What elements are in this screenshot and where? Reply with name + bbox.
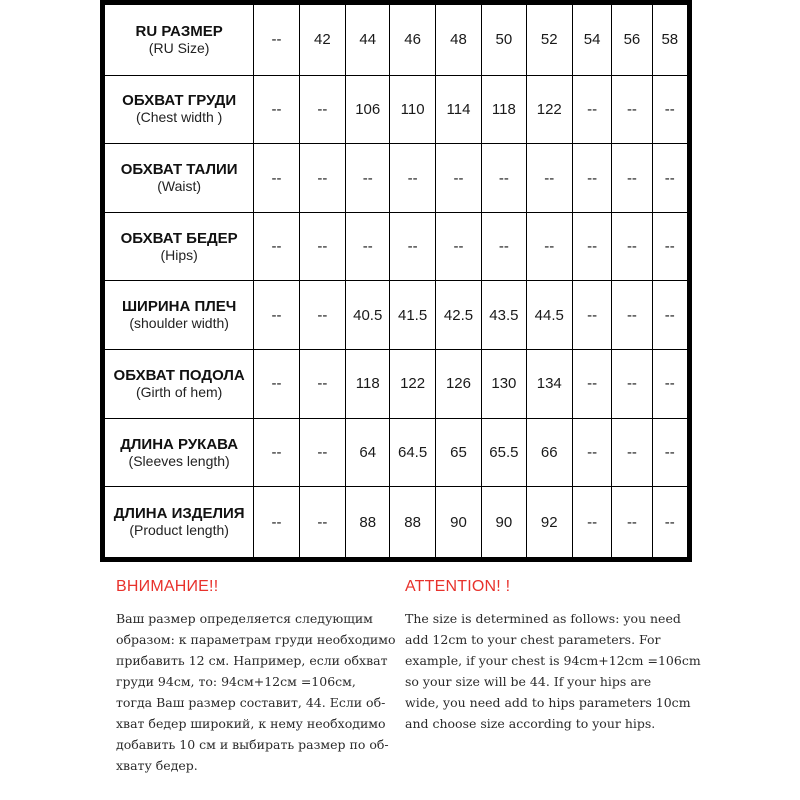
notice-en-line: wide, you need add to hips parameters 10cm <box>405 695 691 710</box>
table-cell: -- <box>612 350 652 419</box>
table-cell: 66 <box>526 418 572 487</box>
table-cell: -- <box>612 418 652 487</box>
table-cell: 43.5 <box>482 281 526 350</box>
table-cell: 44.5 <box>526 281 572 350</box>
table-cell: -- <box>652 75 689 144</box>
row-label <box>103 75 254 144</box>
table-cell: -- <box>346 144 390 213</box>
table-cell: 114 <box>435 75 481 144</box>
row-label-ru: ДЛИНА ИЗДЕЛИЯ <box>113 505 245 523</box>
notice-ru-line: добавить 10 см и выбирать размер по об- <box>116 737 389 752</box>
table-cell: -- <box>299 212 345 281</box>
row-label <box>103 418 254 487</box>
table-cell: -- <box>572 144 611 213</box>
row-label <box>103 3 254 76</box>
row-label-ru: RU РАЗМЕР <box>135 22 223 40</box>
table-cell: 134 <box>526 350 572 419</box>
table-row <box>103 487 690 560</box>
table-cell: -- <box>390 144 435 213</box>
table-cell: 106 <box>346 75 390 144</box>
row-label-ru: ОБХВАТ ТАЛИИ <box>120 161 238 179</box>
table-cell: -- <box>299 144 345 213</box>
table-cell: -- <box>652 350 689 419</box>
table-row <box>103 418 690 487</box>
table-cell: -- <box>652 487 689 560</box>
table-cell: 48 <box>435 3 481 76</box>
table-cell: 42.5 <box>435 281 481 350</box>
row-label-en: (shoulder width) <box>129 315 229 332</box>
notice-ru-line: хвату бедер. <box>116 758 198 773</box>
table-cell: -- <box>299 75 345 144</box>
table-cell: 54 <box>572 3 611 76</box>
table-cell: -- <box>346 212 390 281</box>
row-label-en: (RU Size) <box>148 39 210 56</box>
table-cell: -- <box>254 3 299 76</box>
table-row <box>103 3 690 76</box>
notice-ru-line: Ваш размер определяется следующим <box>116 611 373 626</box>
table-cell: 42 <box>299 3 345 76</box>
table-cell: -- <box>652 212 689 281</box>
table-cell: -- <box>612 75 652 144</box>
table-cell: -- <box>299 281 345 350</box>
table-cell: 65 <box>435 418 481 487</box>
table-cell: -- <box>435 144 481 213</box>
table-cell: 52 <box>526 3 572 76</box>
table-cell: -- <box>254 144 299 213</box>
table-cell: 58 <box>652 3 689 76</box>
table-cell: 110 <box>390 75 435 144</box>
table-cell: 56 <box>612 3 652 76</box>
table-cell: 130 <box>482 350 526 419</box>
table-cell: 64.5 <box>390 418 435 487</box>
table-cell: -- <box>482 212 526 281</box>
table-cell: 41.5 <box>390 281 435 350</box>
table-row <box>103 350 690 419</box>
table-cell: 90 <box>435 487 481 560</box>
row-label-ru: ОБХВАТ ПОДОЛА <box>113 366 245 384</box>
table-cell: -- <box>299 487 345 560</box>
table-cell: -- <box>612 144 652 213</box>
table-row <box>103 281 690 350</box>
table-cell: 92 <box>526 487 572 560</box>
table-cell: -- <box>572 212 611 281</box>
table-cell: -- <box>612 487 652 560</box>
table-cell: 40.5 <box>346 281 390 350</box>
table-cell: -- <box>435 212 481 281</box>
notice-ru-body <box>116 608 396 776</box>
table-cell: 90 <box>482 487 526 560</box>
row-label <box>103 212 254 281</box>
table-cell: -- <box>652 281 689 350</box>
table-cell: -- <box>254 281 299 350</box>
table-cell: 122 <box>390 350 435 419</box>
notice-ru-line: хват бедер широкий, к нему необходимо <box>116 716 386 731</box>
row-label-en: (Girth of hem) <box>135 383 223 400</box>
size-chart-table <box>100 0 692 562</box>
notice-en-line: so your size will be 44. If your hips are <box>405 674 652 689</box>
row-label-en: (Hips) <box>160 246 198 263</box>
notice-ru-title: ВНИМАНИЕ!! <box>116 578 219 595</box>
table-cell: -- <box>572 281 611 350</box>
table-cell: 50 <box>482 3 526 76</box>
table-cell: -- <box>652 144 689 213</box>
table-cell: -- <box>254 350 299 419</box>
table-cell: -- <box>254 212 299 281</box>
notice-ru-line: образом: к параметрам груди необходимо <box>116 632 396 647</box>
row-label <box>103 350 254 419</box>
size-chart-body <box>103 3 690 560</box>
table-cell: -- <box>612 281 652 350</box>
row-label <box>103 487 254 560</box>
row-label <box>103 144 254 213</box>
notice-ru <box>116 578 396 776</box>
table-cell: 88 <box>390 487 435 560</box>
table-cell: -- <box>526 144 572 213</box>
row-label-en: (Chest width ) <box>135 109 223 126</box>
table-cell: 46 <box>390 3 435 76</box>
row-label-ru: ДЛИНА РУКАВА <box>120 435 239 453</box>
notice-en-line: example, if your chest is 94cm+12cm =106cm <box>405 653 701 668</box>
table-cell: -- <box>572 487 611 560</box>
table-cell: -- <box>254 487 299 560</box>
table-cell: -- <box>299 418 345 487</box>
notice-en-line: The size is determined as follows: you need <box>405 611 681 626</box>
table-cell: 88 <box>346 487 390 560</box>
table-cell: -- <box>652 418 689 487</box>
row-label-ru: ШИРИНА ПЛЕЧ <box>121 298 237 316</box>
table-cell: 118 <box>482 75 526 144</box>
row-label-en: (Product length) <box>129 522 229 539</box>
table-row <box>103 75 690 144</box>
table-cell: 44 <box>346 3 390 76</box>
table-cell: 126 <box>435 350 481 419</box>
notice-ru-line: тогда Ваш размер составит, 44. Если об- <box>116 695 386 710</box>
table-cell: -- <box>482 144 526 213</box>
table-cell: -- <box>526 212 572 281</box>
notice-en-line: add 12cm to your chest parameters. For <box>405 632 661 647</box>
row-label-ru: ОБХВАТ ГРУДИ <box>122 92 237 110</box>
notice-en <box>405 578 705 734</box>
row-label-ru: ОБХВАТ БЕДЕР <box>120 229 238 247</box>
table-cell: 65.5 <box>482 418 526 487</box>
table-cell: -- <box>254 75 299 144</box>
table-cell: -- <box>572 75 611 144</box>
table-row <box>103 212 690 281</box>
row-label-en: (Sleeves length) <box>128 452 230 469</box>
table-cell: -- <box>390 212 435 281</box>
table-cell: 122 <box>526 75 572 144</box>
notice-en-title: ATTENTION! ! <box>405 578 511 595</box>
row-label-en: (Waist) <box>157 178 202 195</box>
notice-ru-line: груди 94см, то: 94см+12см =106см, <box>116 674 356 689</box>
table-cell: -- <box>612 212 652 281</box>
notice-en-body <box>405 608 705 734</box>
table-cell: -- <box>299 350 345 419</box>
table-cell: -- <box>572 350 611 419</box>
table-row <box>103 144 690 213</box>
table-cell: 118 <box>346 350 390 419</box>
notice-en-line: and choose size according to your hips. <box>405 716 656 731</box>
table-cell: -- <box>572 418 611 487</box>
row-label <box>103 281 254 350</box>
table-cell: 64 <box>346 418 390 487</box>
notice-ru-line: прибавить 12 см. Например, если обхват <box>116 653 388 668</box>
table-cell: -- <box>254 418 299 487</box>
